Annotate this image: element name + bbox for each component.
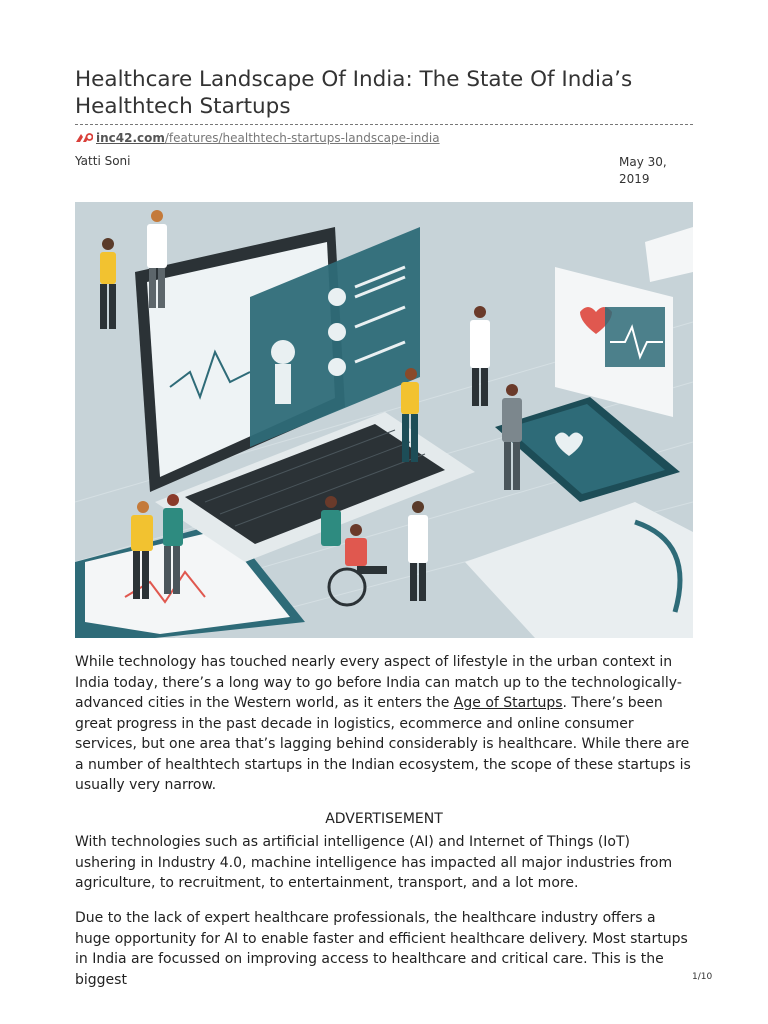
title-divider [75,124,693,125]
source-link[interactable] [75,130,440,146]
source-domain[interactable]: inc42.com [96,131,165,145]
author-name: Yatti Soni [75,154,131,168]
advertisement-label: ADVERTISEMENT [325,811,443,827]
inc42-logo-icon [75,132,93,144]
source-path[interactable]: /features/healthtech-startups-landscape-india [164,131,440,145]
paragraph-opportunity: Due to the lack of expert healthcare professionals, the healthcare industry offers a huge opportunity for AI to enable faster and efficient healthcare delivery. Most startups in India are focussed on improving access to healthcare and critical care. This is the biggest [75,910,688,988]
paragraph-intro [75,652,695,796]
paragraph-technologies: With technologies such as artificial intelligence (AI) and Internet of Things (IoT) ushering in Industry 4.0, machine intelligence has impacted all major industries from agriculture, to recruitment, to entertainment, transport, and a lot more. [75,834,673,891]
healthtech-illustration-icon [75,202,693,638]
age-of-startups-link[interactable]: Age of Startups [453,695,563,711]
hero-image [75,202,693,638]
page-number: 1/10 [692,972,713,982]
paragraph-intro-start: While technology has touched nearly every aspect of lifestyle in the urban context in India today, there’s a long way to go before India can match up to the technologically-advanced cities in the Western world, as it enters the [75,654,682,711]
publish-date: May 30, 2019 [619,155,667,186]
article-title: Healthcare Landscape Of India: The State Of India’s Healthtech Startups [75,67,633,119]
paragraph-intro-end: . There’s been great progress in the past decade in logistics, ecommerce and online consumer services, but one area that’s lagging behind considerably is healthcare. While there are a number of healthtech startups in the Indian ecosystem, the scope of these startups is usually very narrow. [75,695,691,793]
